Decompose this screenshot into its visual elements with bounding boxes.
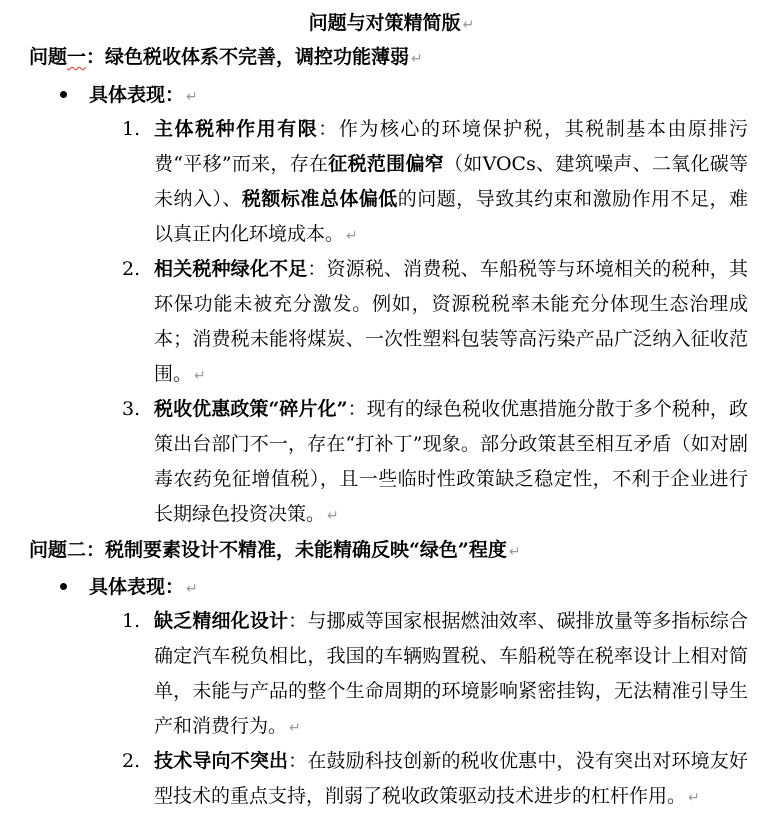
bullet-dot-icon [60,583,67,590]
section-2-heading [29,536,521,566]
plain-text: ：在鼓励科技创新的税收优惠中，没有突出对环境友好型技术的重点支持，削弱了税收政策驱动技术进步的杠杆作用。 [154,750,748,807]
paragraph-mark-icon: ↵ [194,368,206,384]
document-title [0,9,783,39]
list-number: 2. [122,750,141,772]
list-item-text [154,392,748,534]
paragraph-mark-icon: ↵ [327,508,339,524]
paragraph-mark-icon: ↵ [289,720,301,736]
paragraph-mark-icon: ↵ [186,89,198,105]
paragraph-mark-icon: ↵ [462,17,475,33]
bullet-label: 具体表现： [89,576,185,598]
paragraph-mark-icon: ↵ [508,544,521,560]
list-number: 2. [122,258,141,280]
plain-text: ：作为核心的环境保护税，其税制基本由原排污费“平移”而来，存在 [154,118,748,175]
bullet-label: 具体表现： [89,84,185,106]
section-1-heading [29,43,423,73]
bold-term: 相关税种绿化不足 [154,258,308,280]
paragraph-mark-icon: ↵ [411,51,423,67]
section-1-bullet [60,81,198,111]
paragraph-mark-icon: ↵ [688,790,700,806]
bold-term: 主体税种作用有限 [154,118,319,140]
plain-text: 的问题，导致其约束和激励作用不足，难以真正内化环境成本。 [154,188,748,245]
section-2-item-1 [122,604,752,746]
list-number: 1. [122,610,141,632]
paragraph-mark-icon: ↵ [346,228,358,244]
bold-term: 征税范围偏窄 [328,153,445,175]
section-1-heading-prefix: 问题 [29,46,68,68]
list-item-text [154,112,748,254]
section-1-item-2 [122,252,752,394]
section-2-heading-text: 问题二：税制要素设计不精准，未能精确反映“绿色”程度 [29,539,507,561]
section-1-item-3 [122,392,752,534]
plain-text: ：与挪威等国家根据燃油效率、碳排放量等多指标综合确定汽车税负相比，我国的车辆购置税、车船税等在税率设计上相对简单，未能与产品的整个生命周期的环境影响紧密挂钩，无法精准引导生产和消费行为。 [154,610,748,737]
section-2-item-2 [122,744,752,816]
plain-text: ：现有的绿色税收优惠措施分散于多个税种，政策出台部门不一，存在“打补丁”现象。部分政策甚至相互矛盾（如对剧毒农药免征增值税），且一些临时性政策缺乏稳定性，不利于企业进行长期绿色投资决策。 [154,398,748,525]
plain-text: ：资源税、消费税、车船税等与环境相关的税种，其环保功能未被充分激发。例如，资源税税率未能充分体现生态治理成本；消费税未能将煤炭、一次性塑料包装等高污染产品广泛纳入征收范围。 [154,258,748,385]
bold-term: 缺乏精细化设计 [154,610,289,632]
document-title-text: 问题与对策精简版 [308,12,461,34]
plain-text: （如VOCs、建筑噪声、二氧化碳等未纳入）、 [154,153,748,210]
list-item-text [154,252,748,394]
list-number: 1. [122,118,141,140]
section-1-item-1 [122,112,752,254]
bold-term: 税收优惠政策“碎片化” [154,398,348,420]
bullet-dot-icon [60,91,67,98]
paragraph-mark-icon: ↵ [186,581,198,597]
list-item-text [154,744,748,816]
list-item-text [154,604,748,746]
bold-term: 税额标准总体偏低 [241,188,398,210]
section-1-heading-rest: ：绿色税收体系不完善，调控功能薄弱 [86,46,410,68]
spellcheck-squiggle-word[interactable]: 一 [67,46,87,68]
list-number: 3. [122,398,141,420]
section-2-bullet [60,573,198,603]
bold-term: 技术导向不突出 [154,750,289,772]
